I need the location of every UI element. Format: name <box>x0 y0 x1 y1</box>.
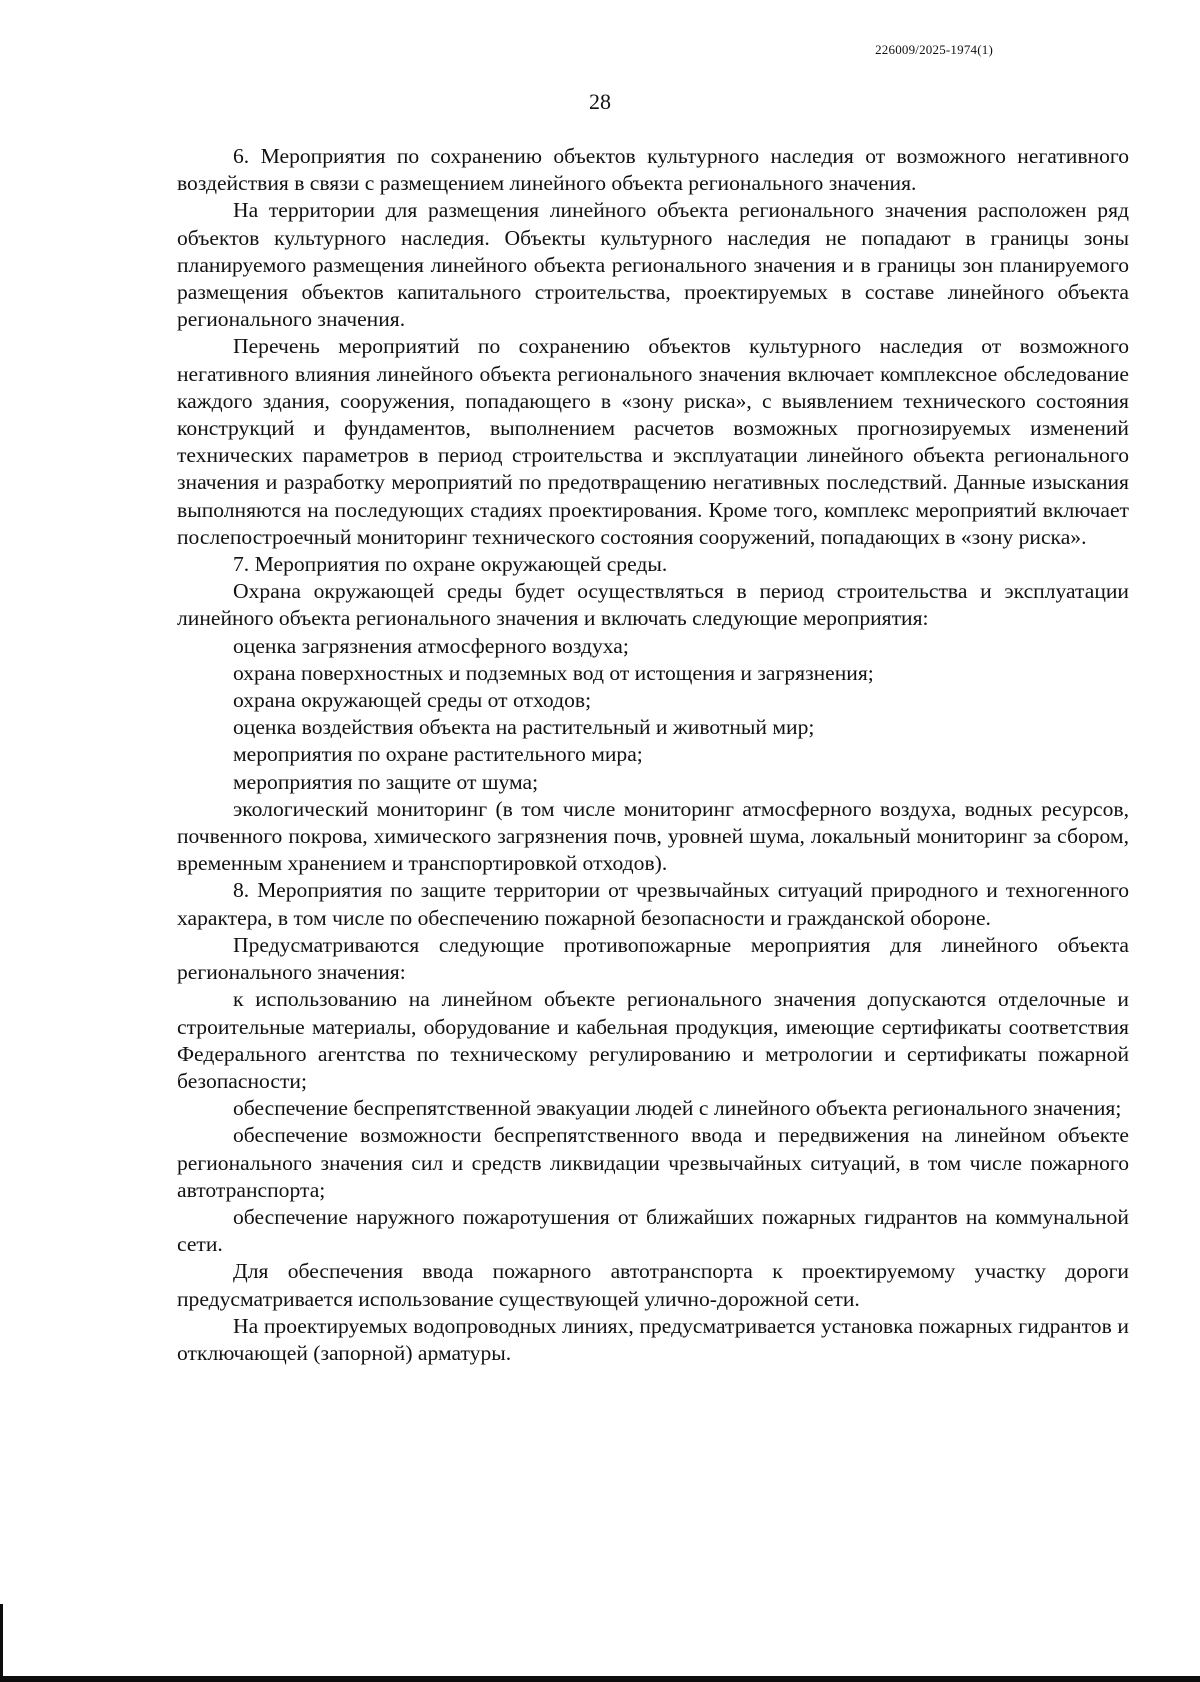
section-heading-7: 7. Мероприятия по охране окружающей среды. <box>233 552 668 577</box>
list-item: к использованию на линейном объекте регионального значения допускаются отделочные и строительные материалы, оборудование и кабельная продукция, имеющие сертификаты соответствия Федерального агентства по техническому регулированию и метрологии и сертификаты пожарной безопасности; <box>177 987 1129 1093</box>
list-item: оценка воздействия объекта на растительный и животный мир; <box>233 715 815 740</box>
document-registration-number: 226009/2025-1974(1) <box>875 42 993 57</box>
list-item: обеспечение возможности беспрепятственного ввода и передвижения на линейном объекте регионального значения сил и средств ликвидации чрезвычайных ситуаций, в том числе пожарного автотранспорта; <box>177 1123 1129 1202</box>
document-body <box>177 143 1129 1367</box>
list-item: мероприятия по защите от шума; <box>233 769 539 794</box>
section-heading-8: 8. Мероприятия по защите территории от чрезвычайных ситуаций природного и техногенного характера, в том числе по обеспечению пожарной безопасности и гражданской обороне. <box>177 878 1129 930</box>
scan-edge-bottom <box>0 1676 1200 1682</box>
list-item: оценка загрязнения атмосферного воздуха; <box>233 633 629 658</box>
paragraph: Охрана окружающей среды будет осуществляться в период строительства и эксплуатации линейного объекта регионального значения и включать следующие мероприятия: <box>177 579 1129 631</box>
list-item: экологический мониторинг (в том числе мониторинг атмосферного воздуха, водных ресурсов, почвенного покрова, химического загрязнения почв, уровней шума, локальный мониторинг за сбором, временным хранением и транспортировкой отходов). <box>177 796 1129 876</box>
paragraph: Для обеспечения ввода пожарного автотранспорта к проектируемому участку дороги предусматривается использование существующей улично-дорожной сети. <box>177 1259 1129 1311</box>
paragraph: Предусматриваются следующие противопожарные мероприятия для линейного объекта регионального значения: <box>177 932 1129 985</box>
list-item: обеспечение беспрепятственной эвакуации людей с линейного объекта регионального значения; <box>233 1096 1122 1121</box>
paragraph: На территории для размещения линейного объекта регионального значения расположен ряд объектов культурного наследия. Объекты культурного наследия не попадают в границы зоны планируемого размещения линейного объекта регионального значения и в границы зон планируемого размещения объектов капитального строительства, проектируемых в составе линейного объекта регионального значения. <box>177 198 1129 332</box>
list-item: охрана окружающей среды от отходов; <box>233 688 592 713</box>
list-item: мероприятия по охране растительного мира; <box>233 742 643 767</box>
paragraph: Перечень мероприятий по сохранению объектов культурного наследия от возможного негативного влияния линейного объекта регионального значения включает комплексное обследование каждого здания, сооружения, попадающего в «зону риска», с выявлением технического состояния конструкций и фундаментов, выполнением расчетов возможных прогнозируемых изменений технических параметров в период строительства и эксплуатации линейного объекта регионального значения и разработку мероприятий по предотвращению негативных последствий. Данные изыскания выполняются на последующих стадиях проектирования. Кроме того, комплекс мероприятий включает послепостроечный мониторинг технического состояния сооружений, попадающих в «зону риска». <box>177 334 1129 549</box>
page-number: 28 <box>589 89 611 114</box>
section-heading-6: 6. Мероприятия по сохранению объектов культурного наследия от возможного негативного воздействия в связи с размещением линейного объекта регионального значения. <box>177 144 1129 196</box>
list-item: обеспечение наружного пожаротушения от ближайших пожарных гидрантов на коммунальной сети. <box>177 1204 1129 1257</box>
paragraph: На проектируемых водопроводных линиях, предусматривается установка пожарных гидрантов и отключающей (запорной) арматуры. <box>177 1313 1129 1365</box>
scan-edge-left <box>0 1604 3 1682</box>
list-item: охрана поверхностных и подземных вод от истощения и загрязнения; <box>233 660 874 685</box>
